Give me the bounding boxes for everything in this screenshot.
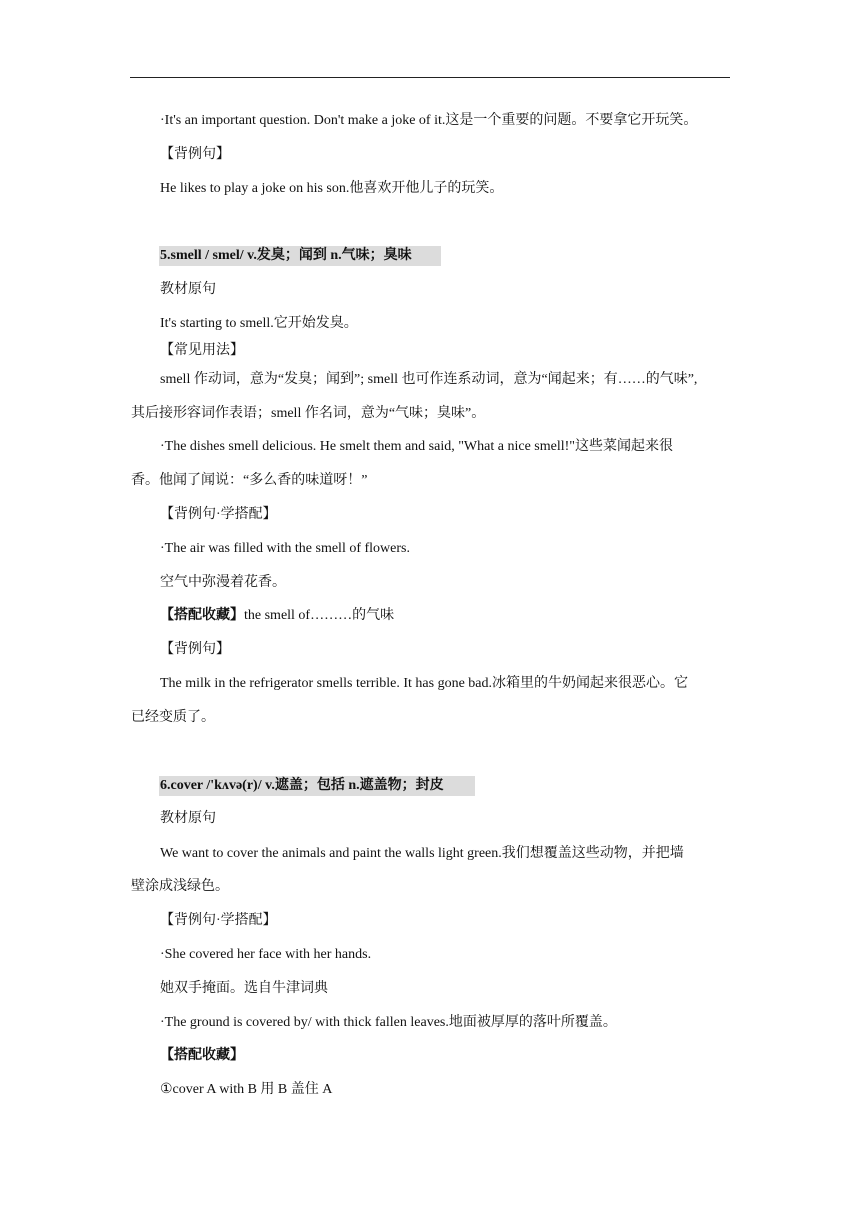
usage-text: smell 作动词，意为“发臭；闻到”; smell 也可作连系动词，意为“闻起来；有……的气味”, (160, 372, 698, 387)
entry-heading-text: 5.smell / smel/ v.发臭；闻到 n.气味；臭味 (160, 248, 412, 263)
header-rule (130, 77, 730, 78)
translation: 她双手掩面。选自牛津词典 (160, 981, 328, 996)
example-sentence: It's starting to smell.它开始发臭。 (160, 316, 358, 331)
translation: 空气中弥漫着花香。 (160, 575, 286, 590)
example-sentence: ·It's an important question. Don't make a joke of it.这是一个重要的问题。不要拿它开玩笑。 (160, 113, 698, 128)
example-sentence: We want to cover the animals and paint the walls light green.我们想覆盖这些动物，并把墙 (160, 846, 684, 861)
section-label: 【搭配收藏】 (160, 1048, 244, 1063)
entry-heading-cover (159, 776, 475, 796)
section-label: 【背例句】 (160, 642, 230, 657)
example-sentence: ·The air was filled with the smell of flowers. (160, 541, 410, 556)
collocation-text: ①cover A with B 用 B 盖住 A (160, 1082, 333, 1097)
section-label: 【背例句·学搭配】 (160, 913, 277, 928)
collocation-line (160, 606, 394, 626)
entry-heading-smell (159, 246, 441, 266)
collocation-text: the smell of………的气味 (244, 608, 395, 623)
example-sentence: 壁涂成浅绿色。 (131, 879, 229, 894)
section-label: 【常见用法】 (160, 343, 244, 358)
example-sentence: 香。他闻了闻说：“多么香的味道呀！” (131, 473, 368, 488)
section-label: 【背例句】 (160, 147, 230, 162)
example-sentence: ·The dishes smell delicious. He smelt them and said, "What a nice smell!"这些菜闻起来很 (160, 439, 673, 454)
example-sentence: The milk in the refrigerator smells terrible. It has gone bad.冰箱里的牛奶闻起来很恶心。它 (160, 676, 689, 691)
section-label: 教材原句 (160, 811, 216, 826)
example-sentence: ·She covered her face with her hands. (160, 947, 372, 962)
section-label: 【背例句·学搭配】 (160, 507, 277, 522)
example-sentence: ·The ground is covered by/ with thick fallen leaves.地面被厚厚的落叶所覆盖。 (160, 1015, 617, 1030)
entry-heading-text: 6.cover /'kʌvə(r)/ v.遮盖；包括 n.遮盖物；封皮 (160, 778, 444, 793)
section-label: 教材原句 (160, 282, 216, 297)
example-sentence: He likes to play a joke on his son.他喜欢开他儿子的玩笑。 (160, 181, 504, 196)
usage-text: 其后接形容词作表语；smell 作名词，意为“气味；臭味”。 (131, 406, 486, 421)
section-label: 【搭配收藏】 (160, 608, 244, 623)
example-sentence: 已经变质了。 (131, 710, 215, 725)
